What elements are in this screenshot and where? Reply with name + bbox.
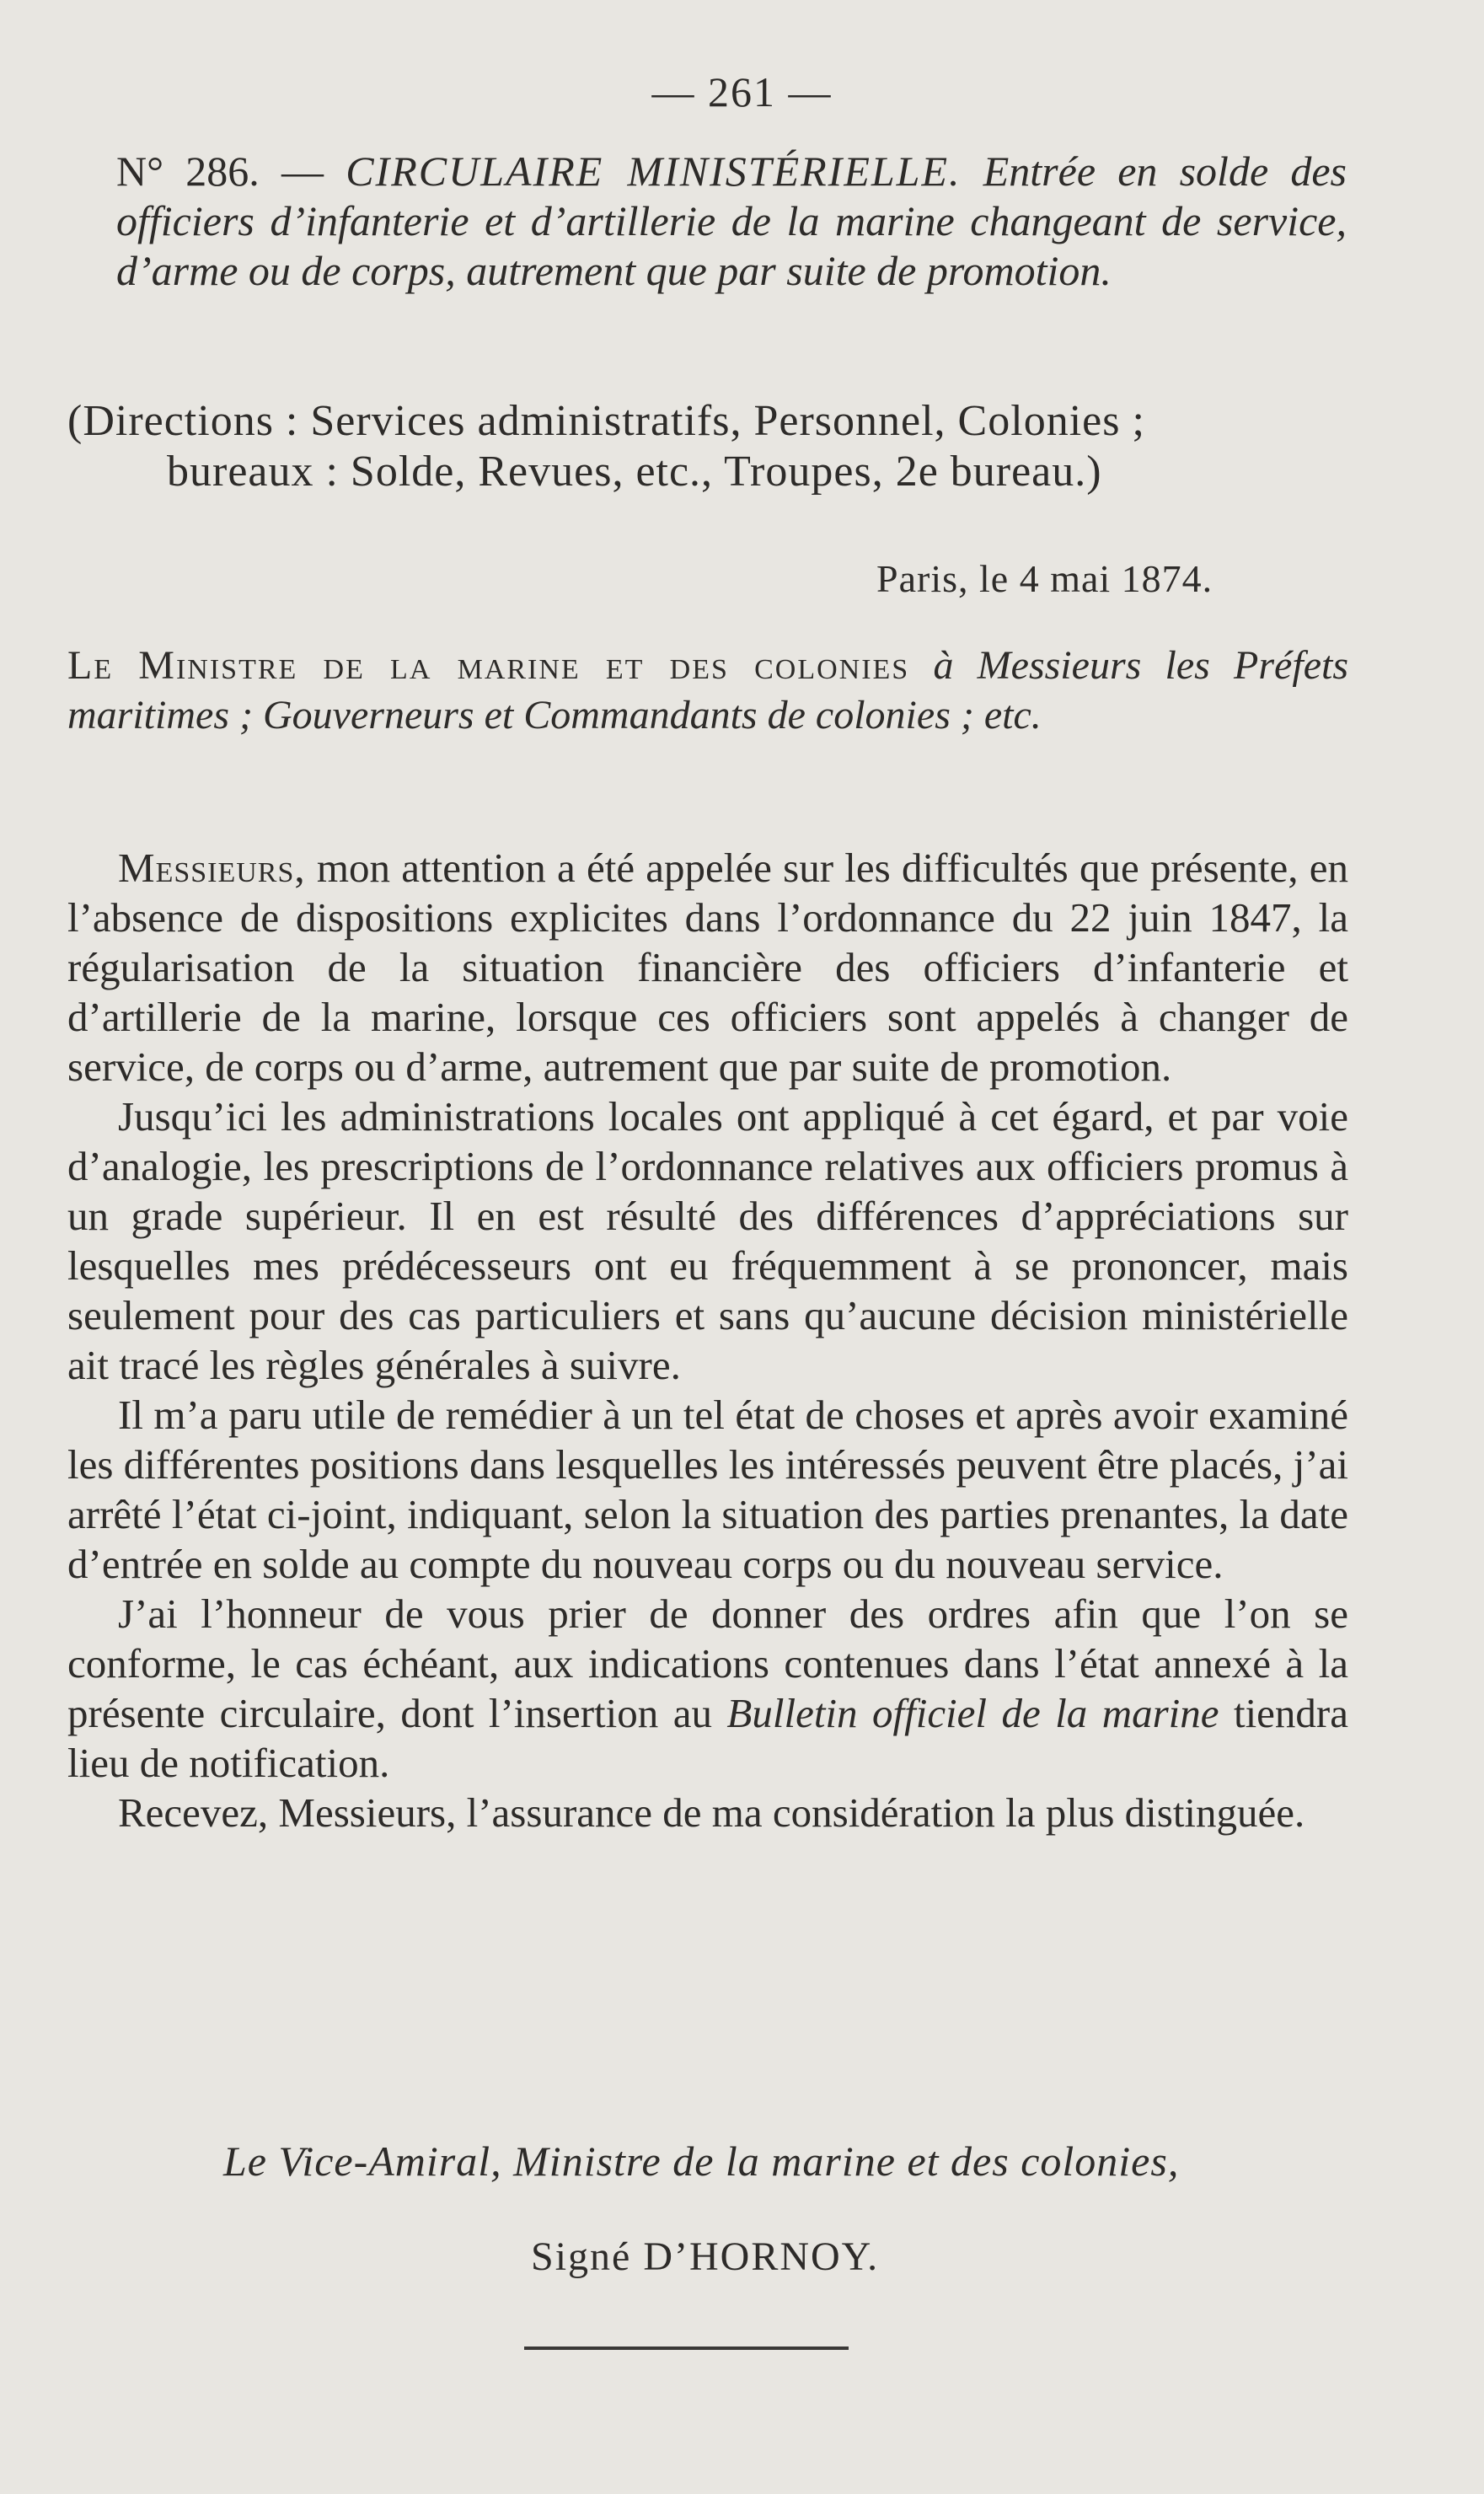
- directions-line-1: (Directions : Services administratifs, Personnel, Colonies ;: [67, 397, 1145, 445]
- paragraph-4: [67, 1589, 1348, 1788]
- paragraph-1-text: mon attention a été appelée sur les difficultés que présente, en l’absence de dispositions explicites dans l’ordonnance du 22 juin 1847, la régularisation de la situation financière des officiers d’infanterie et d’artillerie de la marine, lorsque ces officiers sont appelés à changer de service, de corps ou d’arme, autrement que par suite de promotion.: [67, 845, 1348, 1090]
- page-number: — 261 —: [651, 68, 833, 115]
- paragraph-3: Il m’a paru utile de remédier à un tel état de choses et après avoir examiné les différentes positions dans lesquelles les intéressés peuvent être placés, j’ai arrêté l’état ci-joint, indiquant, selon la situation des parties prenantes, la date d’entrée en solde au compte du nouveau corps ou du nouveau service.: [67, 1392, 1348, 1587]
- circular-title: CIRCULAIRE MINISTÉRIELLE.: [346, 147, 962, 195]
- paragraph-2: Jusqu’ici les administrations locales ont appliqué à cet égard, et par voie d’analogie, les prescriptions de l’ordonnance relatives aux officiers promus à un grade supérieur. Il en est résulté des différences d’appréciations sur lesquelles mes prédécesseurs ont eu fréquemment à se prononcer, mais seulement pour des cas particuliers et sans qu’aucune décision ministérielle ait tracé les règles générales à suivre.: [67, 1093, 1348, 1388]
- date-place: Paris, le 4 mai 1874.: [876, 557, 1213, 600]
- paragraph-5: Recevez, Messieurs, l’assurance de ma considération la plus distinguée.: [118, 1789, 1305, 1836]
- signature-title: Le Vice-Amiral, Ministre de la marine et des colonies,: [223, 2137, 1180, 2185]
- directions-line-2: bureaux : Solde, Revues, etc., Troupes, 2e bureau.): [167, 448, 1102, 496]
- letter-body: [67, 843, 1348, 1837]
- paragraph-4-text-b: tiendra lieu de notification.: [67, 1690, 1348, 1786]
- circular-subject: Entrée en solde des officiers d’infanterie et d’artillerie de la marine changeant de service, d’arme ou de corps, autrement que par suite de promotion.: [116, 147, 1347, 294]
- address-block: [67, 641, 1348, 740]
- paragraph-1: [67, 843, 1348, 1091]
- directions-block: [67, 396, 1348, 497]
- closing-rule: [524, 2347, 849, 2350]
- circular-number: N° 286. —: [116, 147, 324, 195]
- address-sender: Le Ministre de la marine et des colonies: [67, 643, 910, 688]
- address-recipients: Messieurs les Préfets maritimes ; Gouverneurs et Commandants de colonies ; etc.: [67, 643, 1349, 737]
- address-to: à: [933, 643, 954, 688]
- circular-heading: [116, 147, 1347, 296]
- bulletin-title: Bulletin officiel de la marine: [726, 1690, 1219, 1736]
- salutation: Messieurs,: [118, 845, 306, 891]
- signature-name: Signé D’HORNOY.: [531, 2234, 880, 2279]
- paragraph-4-text-a: J’ai l’honneur de vous prier de donner des ordres afin que l’on se conforme, le cas échéant, aux indications contenues dans l’état annexé à la présente circulaire, dont l’insertion au: [67, 1590, 1348, 1736]
